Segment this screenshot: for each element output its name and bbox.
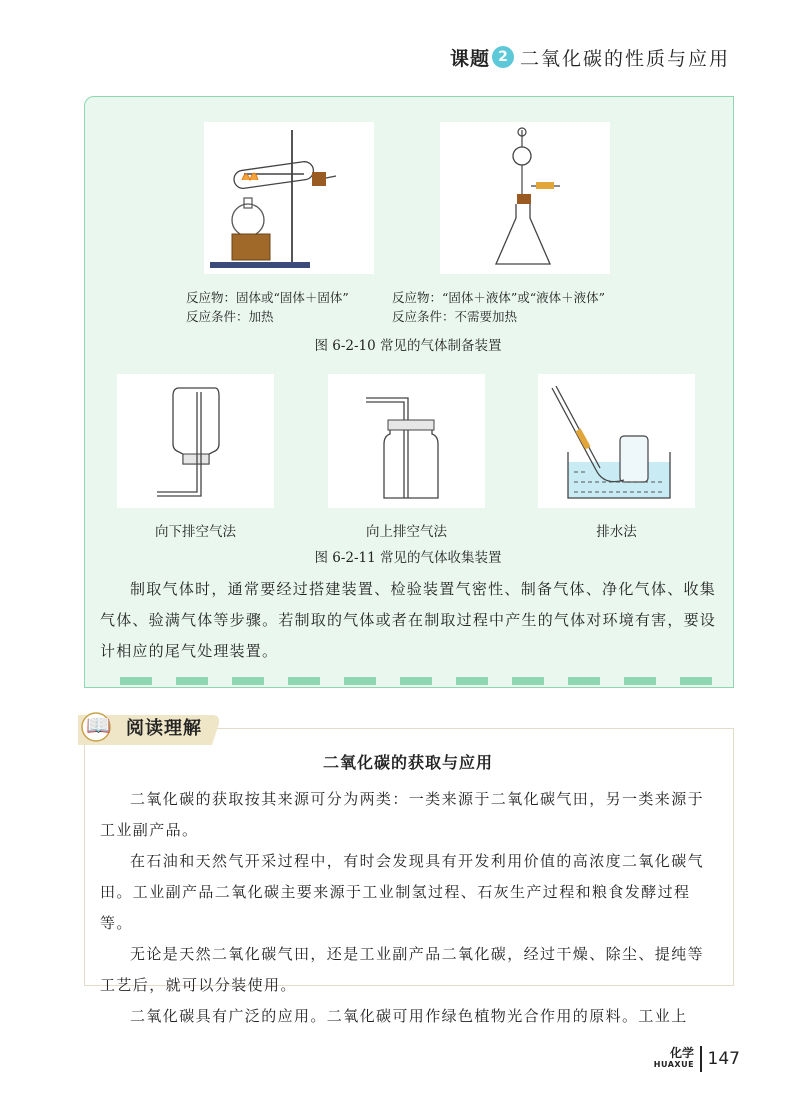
upward-air-illustration <box>328 374 485 508</box>
reading-paragraph: 二氧化碳具有广泛的应用。二氧化碳可用作绿色植物光合作用的原料。工业上 <box>130 1007 688 1025</box>
left-condition-caption: 反应条件：加热 <box>186 309 274 324</box>
downward-air-figure <box>117 374 274 508</box>
water-displacement-illustration <box>538 374 695 508</box>
page-number: 147 <box>707 1049 740 1069</box>
lesson-label: 课题 <box>449 47 490 70</box>
right-reactant-caption: 反应物：“固体＋液体”或“液体＋液体” <box>392 290 606 305</box>
figure-6-2-10-caption: 图 6-2-10 常见的气体制备装置 <box>314 338 502 354</box>
downward-air-illustration <box>117 374 274 508</box>
reading-paragraph: 无论是天然二氧化碳气田，还是工业副产品二氧化碳，经过干燥、除尘、提纯等工艺后，就可以分装使用。 <box>100 945 705 994</box>
gas-preparation-text: 制取气体时，通常要经过搭建装置、检验装置气密性、制备气体、净化气体、收集气体、验满气体等步骤。若制取的气体或者在制取过程中产生的气体对环境有害，要设计相应的尾气处理装置。 <box>100 580 716 660</box>
right-condition-caption: 反应条件：不需要加热 <box>392 309 518 324</box>
subject-brand <box>654 1047 694 1071</box>
funnel-flask-illustration <box>440 122 610 274</box>
heating-apparatus-figure <box>204 122 374 274</box>
reading-title: 二氧化碳的获取与应用 <box>322 753 493 772</box>
reading-paragraph: 二氧化碳的获取按其来源可分为两类：一类来源于二氧化碳气田，另一类来源于工业副产品。 <box>100 790 705 839</box>
heating-apparatus-illustration <box>204 122 374 274</box>
reading-text <box>100 784 716 1032</box>
reading-tab <box>72 705 222 751</box>
page-header <box>450 42 730 72</box>
reader-icon: 📖 <box>86 713 111 737</box>
page-footer <box>654 1046 740 1072</box>
left-reactant-caption: 反应物：固体或“固体＋固体” <box>186 290 349 305</box>
figure-6-2-11-caption: 图 6-2-11 常见的气体收集装置 <box>314 550 502 566</box>
brand-cn: 化学 <box>670 1046 695 1060</box>
box-stripe-decoration <box>120 677 732 685</box>
upward-air-figure <box>328 374 485 508</box>
reading-tab-label: 阅读理解 <box>126 718 202 739</box>
collect-method-downward: 向下排空气法 <box>155 524 236 540</box>
collect-method-upward: 向上排空气法 <box>366 524 447 540</box>
lesson-number-badge: 2 <box>492 46 514 68</box>
funnel-flask-figure <box>440 122 610 274</box>
brand-en: HUAXUE <box>653 1060 695 1069</box>
gas-preparation-paragraph <box>100 574 716 667</box>
reading-paragraph: 在石油和天然气开采过程中，有时会发现具有开发利用价值的高浓度二氧化碳气田。工业副产品二氧化碳主要来源于工业制氢过程、石灰生产过程和粮食发酵过程等。 <box>100 852 705 932</box>
footer-divider <box>700 1046 702 1072</box>
lesson-topic: 二氧化碳的性质与应用 <box>519 47 730 70</box>
collect-method-water: 排水法 <box>596 524 637 540</box>
water-displacement-figure <box>538 374 695 508</box>
